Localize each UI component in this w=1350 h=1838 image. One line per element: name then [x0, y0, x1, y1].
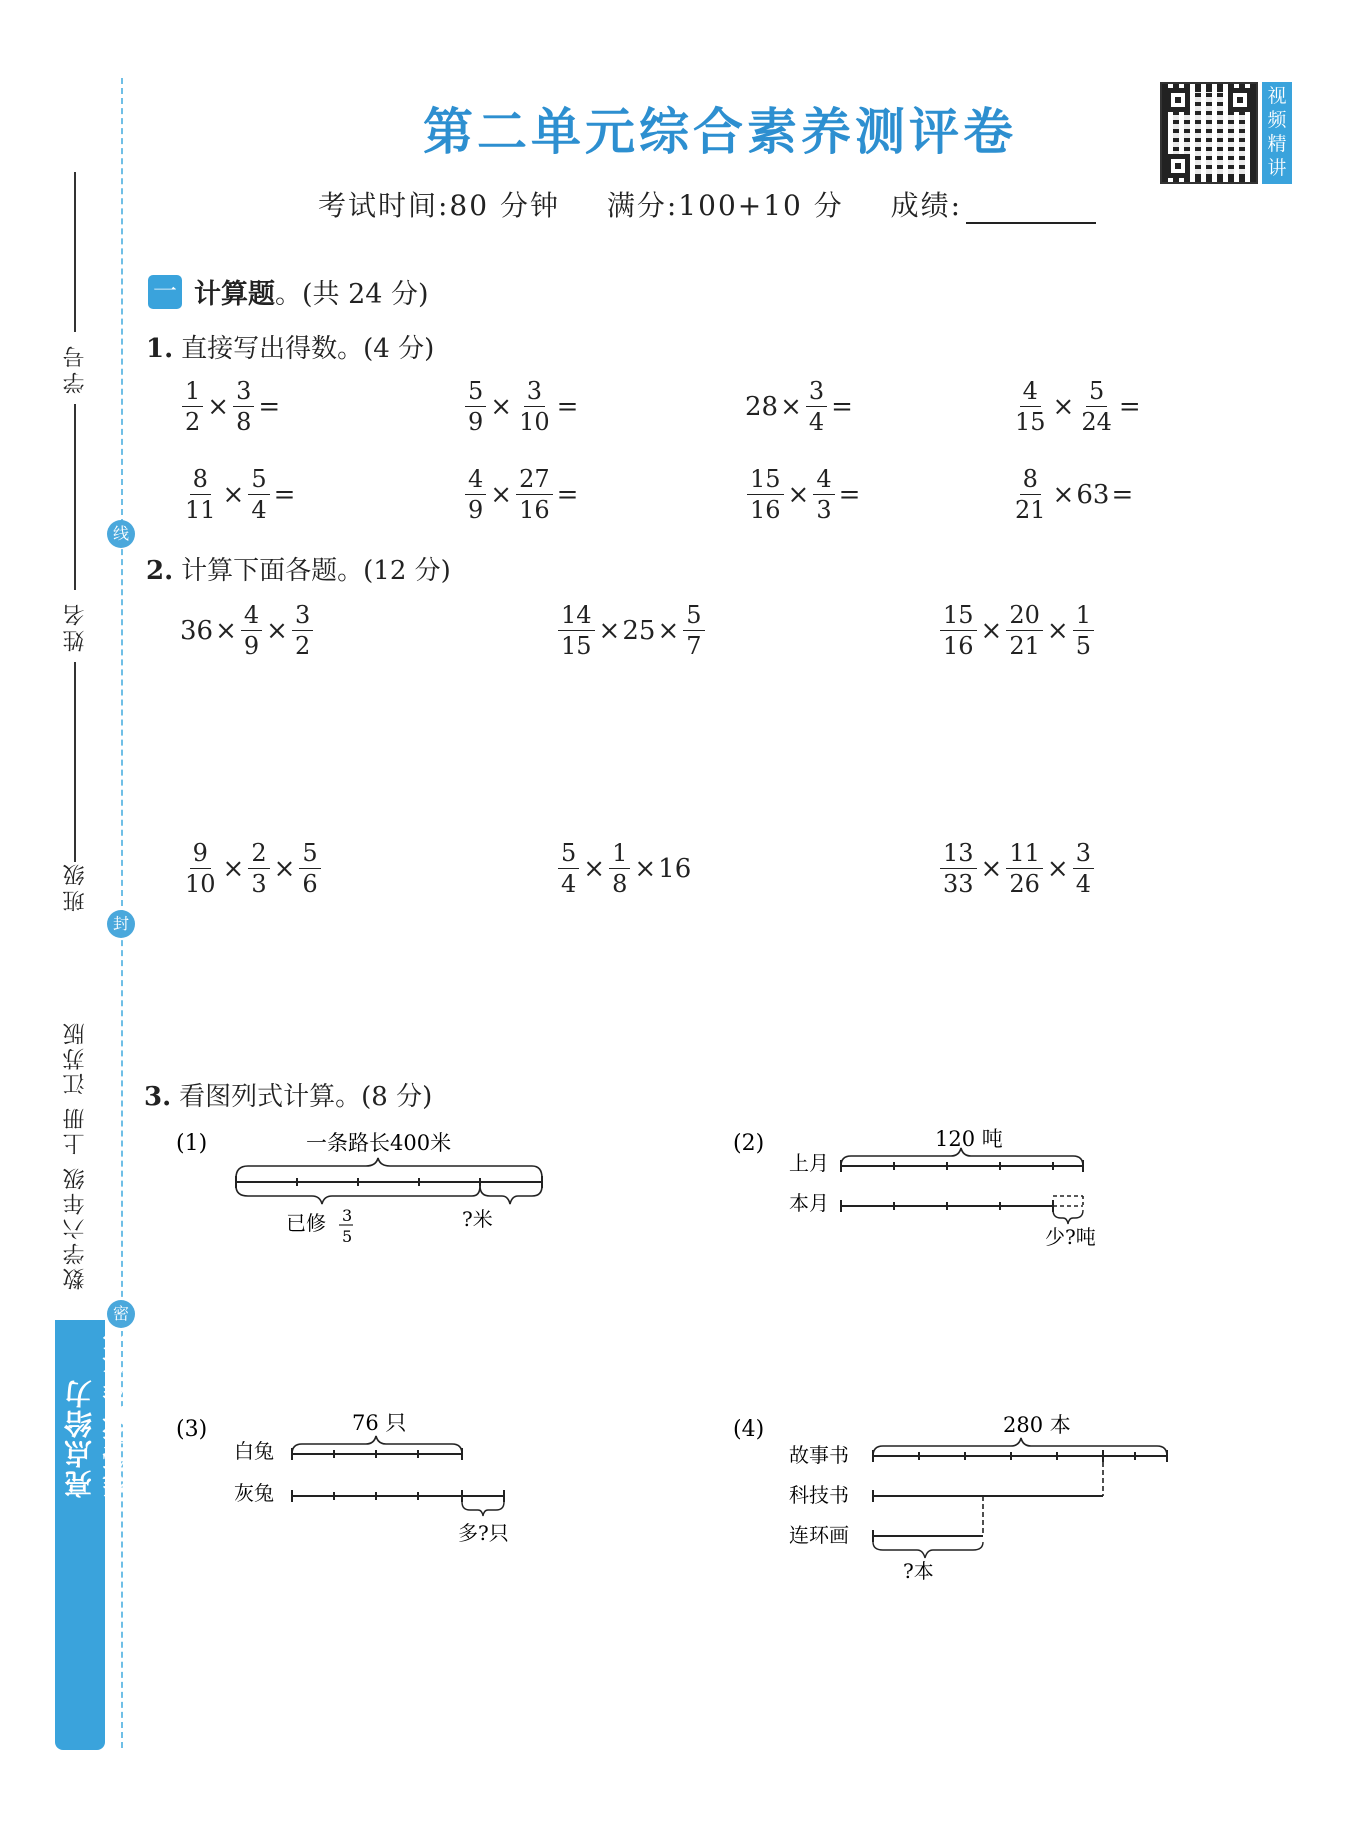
diagram-3-label: (3) — [176, 1417, 208, 1442]
denominator: 15 — [1015, 408, 1046, 436]
diagram-3-unknown: 多?只 — [458, 1521, 509, 1545]
q2-expression-1 — [180, 600, 315, 661]
brand-subtitle: 提优课时作业本 — [103, 1330, 128, 1498]
section-badge: 一 — [148, 275, 182, 309]
numerator: 5 — [683, 600, 704, 631]
student-id-field[interactable] — [60, 172, 90, 584]
fraction — [1073, 600, 1094, 661]
operator: = — [1118, 391, 1141, 422]
numerator: 13 — [940, 838, 977, 869]
fraction — [747, 464, 784, 525]
operator: × — [598, 615, 621, 646]
diagram-1-right-brace — [480, 1186, 542, 1204]
fraction — [940, 838, 977, 899]
diagram-4-row2: 科技书 — [789, 1483, 849, 1507]
denominator: 21 — [1015, 496, 1046, 524]
fraction — [940, 600, 977, 661]
number: 36 — [180, 615, 214, 646]
numerator: 5 — [465, 376, 486, 407]
numerator: 11 — [1006, 838, 1043, 869]
numerator: 3 — [806, 376, 827, 407]
denominator: 9 — [468, 496, 484, 524]
section-heading — [148, 272, 429, 311]
qr-code-icon[interactable] — [1160, 82, 1258, 184]
question-2: 2. 计算下面各题。(12 分) — [146, 556, 451, 586]
q1-expression-6 — [463, 464, 580, 525]
numerator: 4 — [241, 600, 262, 631]
denominator: 9 — [243, 632, 260, 660]
denominator: 3 — [816, 496, 832, 524]
name-label: 姓名 — [62, 600, 88, 652]
diagram-2-label: (2) — [733, 1131, 765, 1156]
score-blank[interactable] — [966, 222, 1096, 224]
diagram-1-frac-den: 5 — [342, 1227, 353, 1246]
diagram-3-svg — [176, 1400, 556, 1550]
student-id-line-lower — [74, 404, 76, 584]
denominator: 21 — [1009, 632, 1040, 660]
operator: × — [490, 391, 513, 422]
denominator: 8 — [612, 870, 628, 898]
fraction — [1006, 600, 1043, 661]
operator: × — [1052, 391, 1075, 422]
fraction — [1006, 838, 1043, 899]
denominator: 33 — [943, 870, 974, 898]
diagram-1-svg — [176, 1124, 556, 1254]
numerator: 3 — [233, 376, 254, 407]
diagram-1-total: 一条路长400米 — [306, 1131, 452, 1155]
name-field[interactable] — [60, 580, 90, 862]
edition-text: 数学六年级 上册 江苏版 — [63, 1020, 88, 1290]
diagram-2 — [733, 1124, 1133, 1260]
fraction — [248, 838, 269, 899]
class-label: 班级 — [62, 860, 88, 912]
denominator: 4 — [561, 870, 577, 898]
denominator: 4 — [1075, 870, 1091, 898]
q2-expression-5 — [556, 838, 691, 899]
exam-info — [318, 184, 1132, 224]
operator: × — [222, 853, 245, 884]
fraction — [182, 838, 219, 899]
operator: = — [556, 391, 579, 422]
diagram-4-row1: 故事书 — [789, 1443, 849, 1467]
fraction — [248, 464, 269, 525]
fraction — [465, 376, 486, 437]
q2-expression-4 — [180, 838, 323, 899]
section-points: 。(共 24 分) — [275, 279, 429, 310]
operator: × — [980, 853, 1003, 884]
operator: × — [583, 853, 606, 884]
operator: × — [780, 391, 802, 422]
number: 16 — [658, 853, 692, 884]
section-title: 计算题 — [194, 279, 275, 310]
numerator: 5 — [299, 838, 320, 869]
numerator: 3 — [524, 376, 545, 407]
numerator: 5 — [248, 464, 269, 495]
numerator: 8 — [190, 464, 211, 495]
fraction — [299, 838, 320, 899]
q1-expression-2 — [463, 376, 580, 437]
diagram-4-svg — [733, 1400, 1213, 1580]
name-line — [74, 662, 76, 862]
q2-expression-6 — [938, 838, 1096, 899]
numerator: 20 — [1006, 600, 1043, 631]
denominator: 24 — [1081, 408, 1112, 436]
operator: × — [657, 615, 680, 646]
operator: = — [258, 391, 281, 422]
numerator: 4 — [1020, 376, 1041, 407]
diagram-3 — [176, 1400, 556, 1556]
operator: = — [831, 391, 853, 422]
fraction — [516, 376, 553, 437]
numerator: 3 — [1073, 838, 1094, 869]
diagram-1-label: (1) — [176, 1131, 208, 1156]
operator: × — [1052, 479, 1075, 510]
denominator: 7 — [686, 632, 702, 660]
denominator: 10 — [519, 408, 550, 436]
numerator: 5 — [558, 838, 579, 869]
seal-xian: 线 — [107, 520, 135, 548]
diagram-2-row2: 本月 — [789, 1191, 829, 1215]
q1-expression-1 — [180, 376, 282, 437]
operator: × — [215, 615, 237, 646]
operator: × — [1046, 615, 1069, 646]
denominator: 15 — [561, 632, 592, 660]
operator: = — [556, 479, 579, 510]
denominator: 3 — [251, 870, 267, 898]
numerator: 3 — [292, 600, 313, 631]
denominator: 16 — [519, 496, 550, 524]
fraction — [233, 376, 254, 437]
fraction — [1073, 838, 1094, 899]
denominator: 4 — [251, 496, 267, 524]
q1-expression-5 — [180, 464, 297, 525]
numerator: 4 — [465, 464, 486, 495]
numerator: 1 — [609, 838, 630, 869]
operator: × — [490, 479, 513, 510]
operator: × — [634, 853, 657, 884]
operator: × — [273, 853, 296, 884]
diagram-1-left-brace — [236, 1186, 480, 1204]
brand-logo — [60, 1330, 131, 1498]
fraction — [683, 600, 704, 661]
q1-expression-8 — [1010, 464, 1135, 525]
diagram-4-unknown: ?本 — [903, 1559, 934, 1580]
operator: = — [1111, 479, 1134, 510]
fraction — [1078, 376, 1115, 437]
fraction — [1012, 376, 1049, 437]
page-title: 第二单元综合素养测评卷 — [423, 102, 1017, 161]
fraction — [558, 838, 579, 899]
student-id-line — [74, 172, 76, 332]
numerator: 1 — [182, 376, 203, 407]
question-3: 3. 看图列式计算。(8 分) — [144, 1082, 433, 1112]
numerator: 15 — [747, 464, 784, 495]
denominator: 6 — [302, 870, 318, 898]
fraction — [806, 376, 827, 437]
diagram-1 — [176, 1124, 556, 1260]
numerator: 5 — [1086, 376, 1107, 407]
diagram-1-unknown: ?米 — [462, 1207, 493, 1231]
diagram-3-total: 76 只 — [352, 1411, 407, 1435]
denominator: 11 — [185, 496, 216, 524]
diagram-4-row3: 连环画 — [789, 1523, 849, 1547]
diagram-1-repaired: 已修 — [286, 1211, 326, 1235]
q1-expression-7 — [745, 464, 862, 525]
diagram-2-unknown: 少?吨 — [1045, 1225, 1096, 1249]
operator: × — [980, 615, 1003, 646]
class-field[interactable] — [60, 850, 90, 922]
question-1: 1. 直接写出得数。(4 分) — [146, 334, 435, 364]
fraction — [182, 464, 219, 525]
numerator: 27 — [516, 464, 553, 495]
numerator: 14 — [558, 600, 595, 631]
score-label: 成绩: — [890, 189, 963, 222]
diagram-4 — [733, 1400, 1213, 1586]
fraction — [241, 600, 262, 661]
full-score: 满分:100+10 分 — [606, 189, 844, 222]
numerator: 8 — [1020, 464, 1041, 495]
denominator: 8 — [236, 408, 252, 436]
number: 28 — [745, 391, 779, 422]
operator: × — [207, 391, 230, 422]
number: 63 — [1076, 479, 1110, 510]
operator: × — [787, 479, 810, 510]
fraction — [609, 838, 630, 899]
diagram-2-total: 120 吨 — [935, 1127, 1003, 1151]
diagram-1-frac-num: 3 — [342, 1206, 353, 1225]
name-line-top — [74, 580, 76, 590]
diagram-2-svg — [733, 1124, 1133, 1254]
denominator: 16 — [943, 632, 974, 660]
exam-time: 考试时间:80 分钟 — [318, 189, 560, 222]
numerator: 1 — [1073, 600, 1094, 631]
number: 25 — [622, 615, 656, 646]
numerator: 2 — [248, 838, 269, 869]
numerator: 15 — [940, 600, 977, 631]
diagram-2-row1: 上月 — [789, 1151, 829, 1175]
fraction — [182, 376, 203, 437]
fraction — [1012, 464, 1049, 525]
diagram-3-row2: 灰兔 — [234, 1481, 274, 1505]
fraction — [516, 464, 553, 525]
denominator: 10 — [185, 870, 216, 898]
denominator: 5 — [1075, 632, 1091, 660]
fraction — [813, 464, 834, 525]
fraction — [292, 600, 313, 661]
diagram-4-label: (4) — [733, 1417, 765, 1442]
student-id-label: 学号 — [62, 342, 88, 394]
diagram-1-top-brace — [236, 1158, 542, 1178]
seal-feng: 封 — [107, 910, 135, 938]
operator: = — [838, 479, 861, 510]
q1-expression-3 — [745, 376, 855, 437]
operator: × — [1046, 853, 1069, 884]
diagram-3-row1: 白兔 — [234, 1439, 274, 1463]
operator: × — [222, 479, 245, 510]
denominator: 9 — [468, 408, 484, 436]
numerator: 9 — [190, 838, 211, 869]
operator: × — [266, 615, 288, 646]
denominator: 4 — [808, 408, 825, 436]
brand-name: 亮点给力 — [63, 1378, 96, 1498]
denominator: 2 — [185, 408, 201, 436]
video-explain-tab[interactable]: 视 频 精 讲 — [1262, 82, 1292, 184]
q1-expression-4 — [1010, 376, 1143, 437]
denominator: 16 — [750, 496, 781, 524]
q2-expression-2 — [556, 600, 707, 661]
denominator: 2 — [294, 632, 311, 660]
diagram-4-total: 280 本 — [1003, 1413, 1071, 1437]
q2-expression-3 — [938, 600, 1096, 661]
operator: = — [273, 479, 296, 510]
seal-mi: 密 — [107, 1300, 135, 1328]
numerator: 4 — [813, 464, 834, 495]
fraction — [558, 600, 595, 661]
fraction — [465, 464, 486, 525]
denominator: 26 — [1009, 870, 1040, 898]
